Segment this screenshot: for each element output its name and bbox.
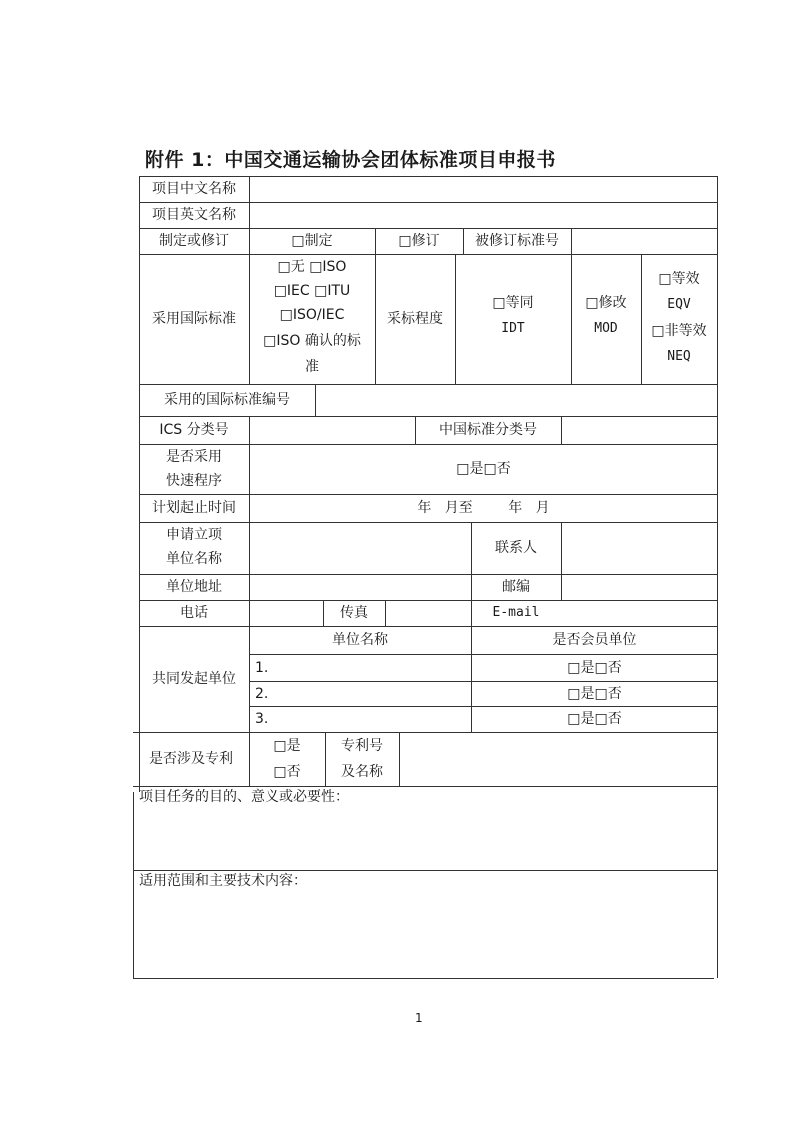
ccs-label: 中国标准分类号	[439, 422, 537, 438]
page-number: 1	[415, 1011, 423, 1025]
degree-idt-checkbox[interactable]: □等同	[492, 295, 534, 311]
degree-mod-code: MOD	[594, 321, 618, 336]
purpose-label: 项目任务的目的、意义或必要性：	[139, 789, 349, 805]
patent-no-field[interactable]	[400, 733, 717, 786]
application-form	[133, 174, 718, 979]
en-name-field[interactable]	[250, 203, 717, 228]
address-label: 单位地址	[166, 579, 222, 595]
scope-field[interactable]	[135, 894, 715, 976]
co-row-1-member-checkbox[interactable]: □是□否	[567, 659, 622, 676]
patent-yes-checkbox[interactable]: □是	[273, 738, 301, 754]
plan-time-field[interactable]: 年 月至 年 月	[417, 500, 550, 516]
fast-label-line2: 快速程序	[166, 473, 222, 489]
co-row-3-name[interactable]: 3.	[255, 711, 269, 727]
purpose-field[interactable]	[135, 810, 715, 868]
fax-field[interactable]	[386, 601, 471, 626]
intl-std-option-iso-iec[interactable]: □ISO/IEC	[279, 307, 345, 323]
patent-no-checkbox[interactable]: □否	[273, 764, 301, 780]
degree-label: 采标程度	[387, 311, 443, 327]
cn-name-label: 项目中文名称	[152, 181, 236, 197]
degree-neq-checkbox[interactable]: □非等效	[651, 323, 707, 339]
intl-std-option-none-iso[interactable]: □无 □ISO	[277, 259, 347, 275]
phone-field[interactable]	[250, 601, 323, 626]
contact-label: 联系人	[495, 540, 537, 556]
phone-label: 电话	[180, 605, 208, 621]
ccs-field[interactable]	[562, 417, 717, 444]
scope-label: 适用范围和主要技术内容：	[139, 873, 307, 889]
co-row-2-member-checkbox[interactable]: □是□否	[567, 685, 622, 702]
intl-std-option-iso-confirmed[interactable]: □ISO 确认的标	[263, 333, 361, 349]
fax-label: 传真	[340, 605, 368, 621]
co-row-3-member-checkbox[interactable]: □是□否	[567, 711, 622, 727]
email-field[interactable]	[562, 601, 717, 626]
cn-name-field[interactable]	[250, 177, 717, 202]
org-label-line2: 单位名称	[166, 551, 222, 567]
intl-std-option-iso-confirmed-cont: 准	[305, 359, 319, 375]
type-revise-checkbox[interactable]: □修订	[398, 233, 440, 249]
en-name-label: 项目英文名称	[152, 207, 236, 223]
fast-label-line1: 是否采用	[166, 449, 222, 465]
ics-label: ICS 分类号	[159, 422, 229, 438]
contact-field[interactable]	[562, 523, 717, 574]
patent-no-label-line2: 及名称	[341, 764, 383, 780]
patent-no-label-line1: 专利号	[341, 738, 383, 754]
co-initiator-label: 共同发起单位	[152, 671, 236, 687]
co-row-2-name[interactable]: 2.	[255, 685, 269, 702]
email-label: E-mail	[492, 605, 540, 620]
degree-idt-code: IDT	[501, 321, 525, 336]
postcode-label: 邮编	[502, 579, 530, 595]
intl-no-label: 采用的国际标准编号	[164, 392, 290, 408]
postcode-field[interactable]	[562, 575, 717, 600]
fast-procedure-checkbox[interactable]: □是□否	[456, 461, 511, 477]
address-field[interactable]	[250, 575, 471, 600]
revised-std-label: 被修订标准号	[475, 233, 559, 249]
org-name-field[interactable]	[250, 523, 471, 574]
intl-std-option-iec-itu[interactable]: □IEC □ITU	[273, 283, 351, 299]
ics-field[interactable]	[250, 417, 415, 444]
revised-std-field[interactable]	[572, 229, 717, 254]
intl-no-field[interactable]	[316, 385, 717, 416]
type-label: 制定或修订	[159, 233, 229, 249]
degree-neq-code: NEQ	[667, 349, 691, 364]
org-label-line1: 申请立项	[166, 527, 222, 543]
page-title: 附件 1：中国交通运输协会团体标准项目申报书	[145, 149, 556, 171]
co-row-1-name[interactable]: 1.	[255, 659, 269, 676]
degree-mod-checkbox[interactable]: □修改	[585, 295, 627, 311]
plan-label: 计划起止时间	[152, 500, 236, 516]
degree-eqv-checkbox[interactable]: □等效	[658, 271, 700, 287]
co-member-header: 是否会员单位	[552, 632, 637, 648]
patent-label: 是否涉及专利	[149, 751, 233, 767]
intl-std-label: 采用国际标准	[152, 311, 236, 327]
type-new-checkbox[interactable]: □制定	[291, 233, 333, 249]
co-name-header: 单位名称	[332, 632, 388, 648]
degree-eqv-code: EQV	[667, 297, 691, 312]
